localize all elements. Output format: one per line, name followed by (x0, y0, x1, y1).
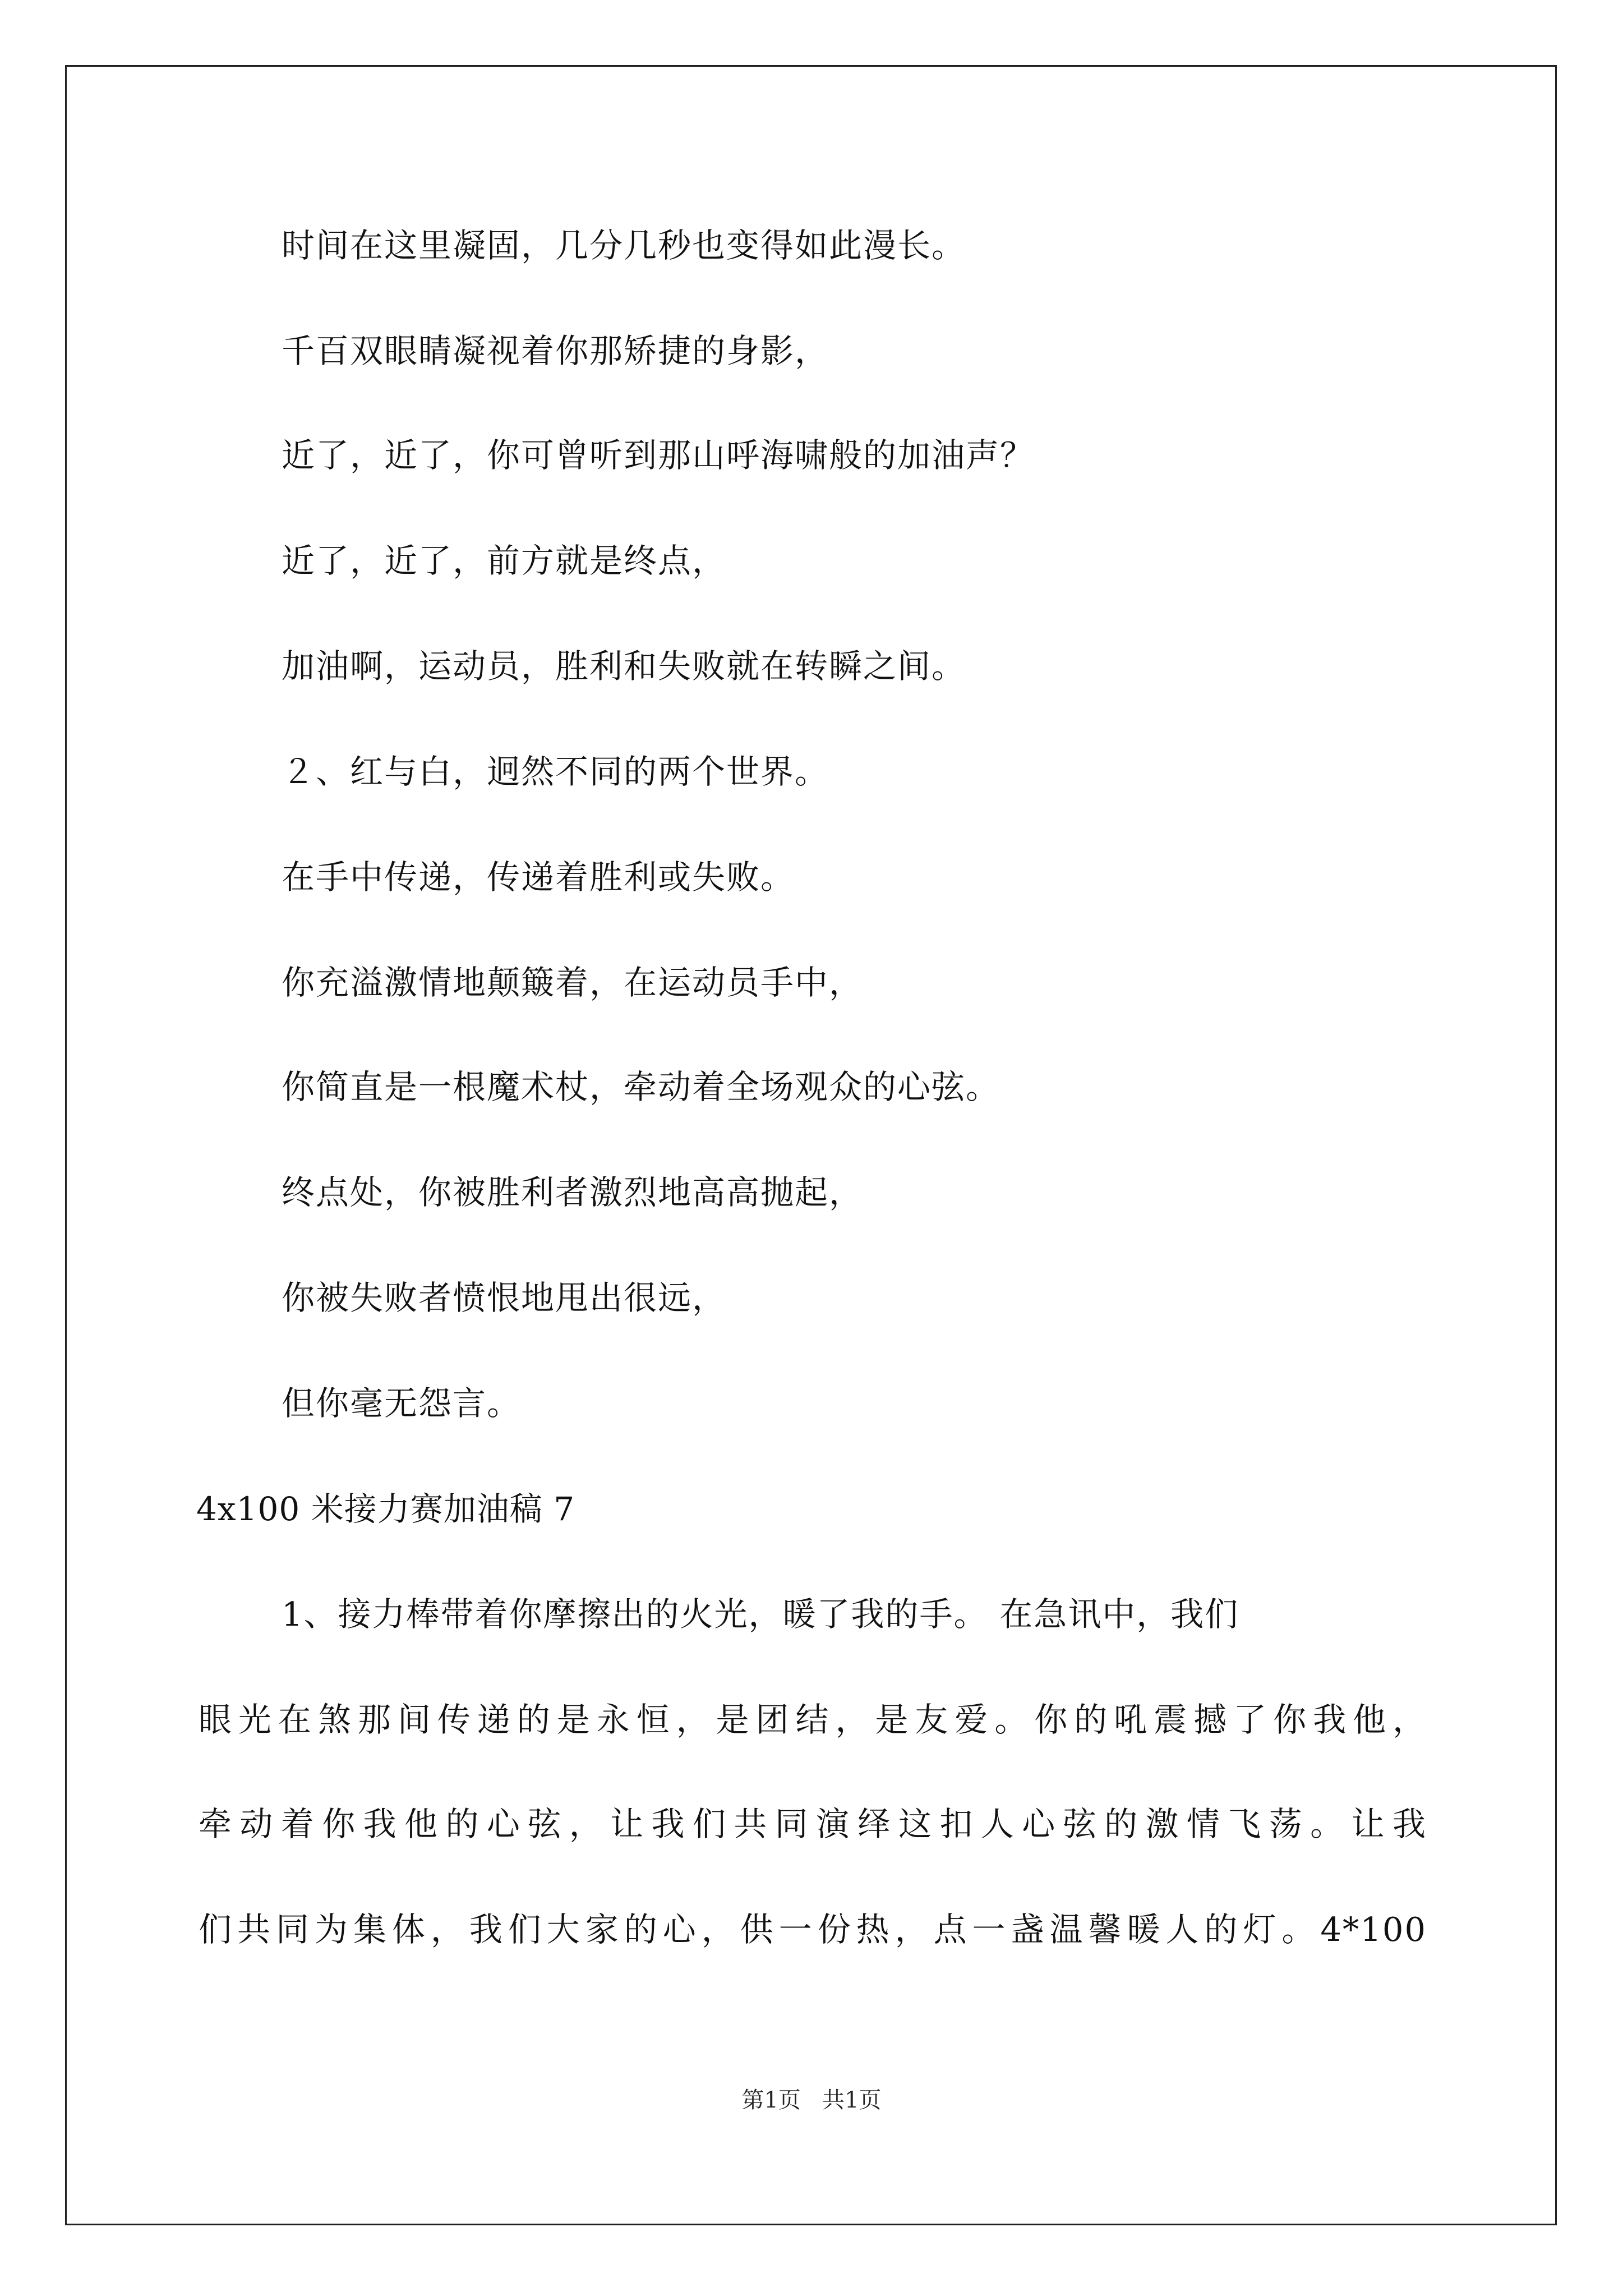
text-line: 你简直是一根魔术杖，牵动着全场观众的心弦。 (282, 1068, 1000, 1106)
page-border (65, 65, 1557, 2225)
text-line: ２、红与白，迥然不同的两个世界。 (282, 752, 829, 791)
text-line: 终点处，你被胜利者激烈地高高抛起， (282, 1173, 864, 1212)
page-footer: 第1页 共1页 (741, 2087, 882, 2113)
section-heading: 4x100 米接力赛加油稿 7 (196, 1490, 575, 1528)
text-line: 但你毫无怨言。 (282, 1384, 522, 1423)
text-line: 加油啊，运动员，胜利和失败就在转瞬之间。 (282, 647, 966, 685)
text-line: 你充溢激情地颠簸着，在运动员手中， (282, 963, 864, 1002)
paragraph-line: 们共同为集体，我们大家的心，供一份热，点一盏温馨暖人的灯。4*100 (199, 1910, 1427, 1949)
text-line: 千百双眼睛凝视着你那矫捷的身影， (282, 332, 829, 370)
text-line: 近了，近了，你可曾听到那山呼海啸般的加油声？ (282, 436, 1035, 475)
paragraph-line: 眼光在煞那间传递的是永恒，是团结，是友爱。你的吼震撼了你我他， (199, 1700, 1427, 1739)
text-line: 时间在这里凝固，几分几秒也变得如此漫长。 (282, 226, 966, 265)
text-line: 在手中传递，传递着胜利或失败。 (282, 858, 795, 896)
paragraph-line: 1、接力棒带着你摩擦出的火光，暖了我的手。 在急讯中，我们 (282, 1595, 1239, 1634)
text-line: 你被失败者愤恨地甩出很远， (282, 1278, 727, 1317)
text-line: 近了，近了，前方就是终点， (282, 541, 727, 580)
paragraph-line: 牵动着你我他的心弦，让我们共同演绎这扣人心弦的激情飞荡。让我 (199, 1805, 1427, 1843)
